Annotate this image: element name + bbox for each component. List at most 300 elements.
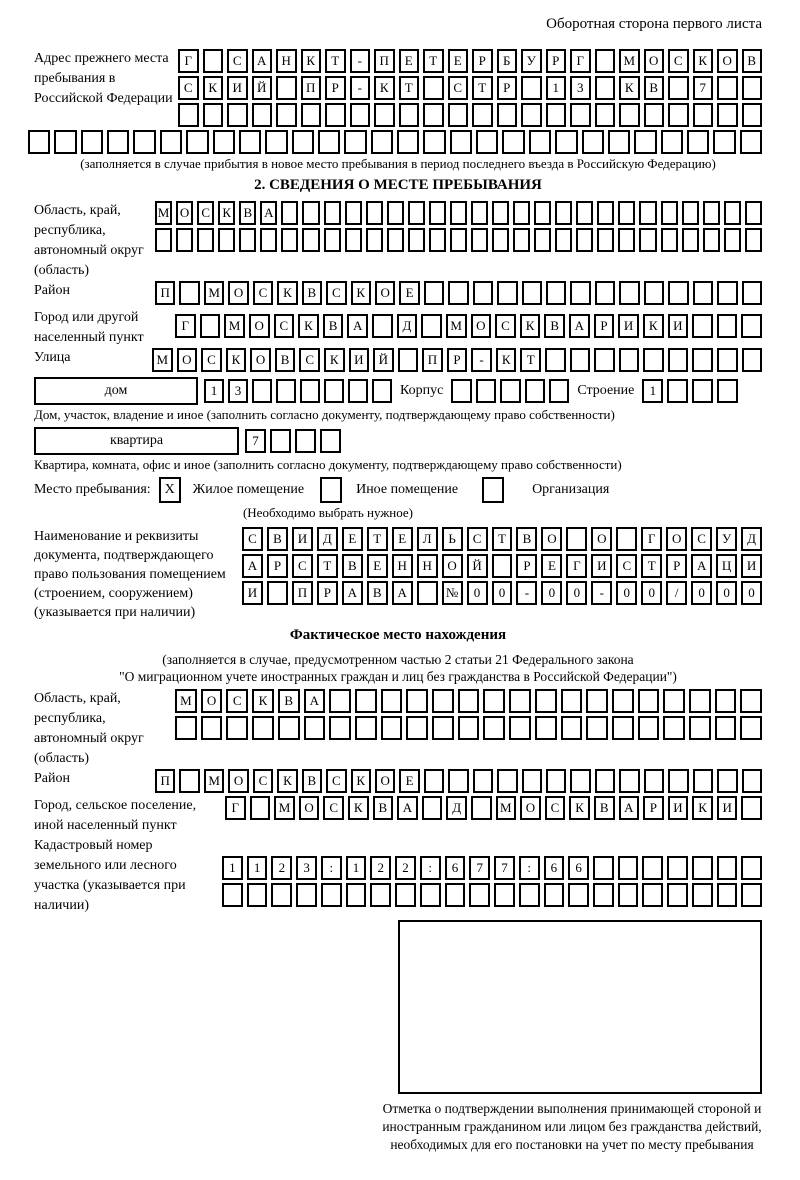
form-cell[interactable] bbox=[668, 281, 688, 305]
form-cell[interactable]: К bbox=[218, 201, 235, 225]
form-cell[interactable] bbox=[661, 130, 683, 154]
form-cell[interactable]: П bbox=[155, 769, 175, 793]
form-cell[interactable]: И bbox=[591, 554, 612, 578]
form-cell[interactable] bbox=[740, 689, 762, 713]
form-cell[interactable] bbox=[239, 130, 261, 154]
form-cell[interactable] bbox=[218, 228, 235, 252]
form-cell[interactable] bbox=[741, 856, 762, 880]
form-cell[interactable]: Т bbox=[423, 49, 444, 73]
form-cell[interactable]: Р bbox=[472, 49, 493, 73]
form-cell[interactable] bbox=[549, 379, 569, 403]
form-cell[interactable]: К bbox=[692, 796, 713, 820]
form-cell[interactable]: А bbox=[691, 554, 712, 578]
form-cell[interactable] bbox=[519, 883, 540, 907]
form-cell[interactable]: О bbox=[228, 769, 248, 793]
form-cell[interactable]: 6 bbox=[568, 856, 589, 880]
form-cell[interactable] bbox=[179, 769, 199, 793]
form-cell[interactable]: А bbox=[392, 581, 413, 605]
form-cell[interactable]: О bbox=[644, 49, 665, 73]
form-cell[interactable] bbox=[276, 76, 297, 100]
form-cell[interactable] bbox=[618, 201, 635, 225]
form-cell[interactable]: С bbox=[467, 527, 488, 551]
form-cell[interactable]: № bbox=[442, 581, 463, 605]
form-cell[interactable]: И bbox=[242, 581, 263, 605]
form-cell[interactable] bbox=[295, 429, 316, 453]
form-cell[interactable]: Т bbox=[641, 554, 662, 578]
form-cell[interactable] bbox=[271, 883, 292, 907]
form-cell[interactable] bbox=[668, 769, 688, 793]
form-cell[interactable]: К bbox=[252, 689, 274, 713]
form-cell[interactable] bbox=[276, 103, 297, 127]
form-cell[interactable]: С bbox=[448, 76, 469, 100]
form-cell[interactable] bbox=[555, 130, 577, 154]
form-cell[interactable]: 0 bbox=[641, 581, 662, 605]
form-cell[interactable] bbox=[663, 689, 685, 713]
form-cell[interactable]: С bbox=[178, 76, 199, 100]
form-cell[interactable] bbox=[366, 201, 383, 225]
form-cell[interactable]: Р bbox=[447, 348, 468, 372]
form-cell[interactable] bbox=[586, 689, 608, 713]
form-cell[interactable]: В bbox=[367, 581, 388, 605]
form-cell[interactable] bbox=[534, 228, 551, 252]
form-cell[interactable] bbox=[534, 201, 551, 225]
form-cell[interactable] bbox=[203, 49, 224, 73]
form-cell[interactable] bbox=[742, 76, 763, 100]
form-cell[interactable] bbox=[593, 856, 614, 880]
form-cell[interactable] bbox=[450, 130, 472, 154]
form-cell[interactable] bbox=[226, 716, 248, 740]
form-cell[interactable] bbox=[692, 883, 713, 907]
form-cell[interactable] bbox=[276, 379, 296, 403]
form-cell[interactable]: А bbox=[347, 314, 368, 338]
form-cell[interactable] bbox=[502, 130, 524, 154]
form-cell[interactable] bbox=[160, 130, 182, 154]
form-cell[interactable]: И bbox=[741, 554, 762, 578]
form-cell[interactable]: Р bbox=[267, 554, 288, 578]
form-cell[interactable] bbox=[715, 716, 737, 740]
form-cell[interactable] bbox=[324, 201, 341, 225]
form-cell[interactable] bbox=[417, 581, 438, 605]
form-cell[interactable] bbox=[252, 103, 273, 127]
form-cell[interactable]: К bbox=[301, 49, 322, 73]
form-cell[interactable]: 7 bbox=[494, 856, 515, 880]
form-cell[interactable]: С bbox=[197, 201, 214, 225]
form-cell[interactable] bbox=[522, 281, 542, 305]
form-cell[interactable]: О bbox=[249, 314, 270, 338]
form-cell[interactable] bbox=[644, 281, 664, 305]
form-cell[interactable]: А bbox=[304, 689, 326, 713]
form-cell[interactable] bbox=[304, 716, 326, 740]
form-cell[interactable]: Е bbox=[541, 554, 562, 578]
form-cell[interactable]: В bbox=[594, 796, 615, 820]
form-cell[interactable] bbox=[473, 769, 493, 793]
form-cell[interactable] bbox=[693, 103, 714, 127]
form-cell[interactable] bbox=[473, 281, 493, 305]
form-cell[interactable]: Ц bbox=[716, 554, 737, 578]
form-cell[interactable] bbox=[668, 76, 689, 100]
form-cell[interactable] bbox=[535, 689, 557, 713]
form-cell[interactable] bbox=[398, 348, 419, 372]
form-cell[interactable] bbox=[370, 883, 391, 907]
form-cell[interactable] bbox=[371, 130, 393, 154]
form-cell[interactable]: 3 bbox=[570, 76, 591, 100]
form-cell[interactable] bbox=[350, 103, 371, 127]
form-cell[interactable] bbox=[740, 716, 762, 740]
form-cell[interactable]: В bbox=[516, 527, 537, 551]
form-cell[interactable]: В bbox=[742, 49, 763, 73]
form-cell[interactable] bbox=[693, 769, 713, 793]
form-cell[interactable]: М bbox=[155, 201, 172, 225]
form-cell[interactable] bbox=[745, 228, 762, 252]
form-cell[interactable] bbox=[387, 201, 404, 225]
form-cell[interactable] bbox=[717, 103, 738, 127]
form-cell[interactable]: М bbox=[152, 348, 173, 372]
form-cell[interactable] bbox=[582, 130, 604, 154]
form-cell[interactable]: 0 bbox=[691, 581, 712, 605]
form-cell[interactable] bbox=[451, 379, 471, 403]
form-cell[interactable] bbox=[423, 103, 444, 127]
form-cell[interactable] bbox=[642, 883, 663, 907]
form-cell[interactable] bbox=[546, 103, 567, 127]
form-cell[interactable]: С bbox=[668, 49, 689, 73]
form-cell[interactable]: В bbox=[644, 76, 665, 100]
form-cell[interactable] bbox=[450, 228, 467, 252]
form-cell[interactable]: 0 bbox=[716, 581, 737, 605]
form-cell[interactable] bbox=[687, 130, 709, 154]
form-cell[interactable] bbox=[492, 228, 509, 252]
form-cell[interactable] bbox=[203, 103, 224, 127]
form-cell[interactable] bbox=[570, 103, 591, 127]
form-cell[interactable] bbox=[570, 348, 591, 372]
form-cell[interactable] bbox=[372, 379, 392, 403]
form-cell[interactable]: Д bbox=[741, 527, 762, 551]
form-cell[interactable] bbox=[741, 796, 762, 820]
form-cell[interactable]: П bbox=[155, 281, 175, 305]
form-cell[interactable] bbox=[422, 796, 443, 820]
form-cell[interactable] bbox=[424, 769, 444, 793]
form-cell[interactable] bbox=[545, 348, 566, 372]
form-cell[interactable] bbox=[597, 228, 614, 252]
form-cell[interactable] bbox=[429, 201, 446, 225]
form-cell[interactable] bbox=[213, 130, 235, 154]
form-cell[interactable]: Г bbox=[566, 554, 587, 578]
form-cell[interactable]: А bbox=[397, 796, 418, 820]
form-cell[interactable] bbox=[555, 201, 572, 225]
form-cell[interactable]: М bbox=[274, 796, 295, 820]
form-cell[interactable] bbox=[619, 769, 639, 793]
form-cell[interactable]: О bbox=[541, 527, 562, 551]
form-cell[interactable] bbox=[535, 716, 557, 740]
form-cell[interactable] bbox=[593, 883, 614, 907]
form-cell[interactable] bbox=[693, 281, 713, 305]
form-cell[interactable]: В bbox=[342, 554, 363, 578]
form-cell[interactable]: В bbox=[302, 281, 322, 305]
form-cell[interactable]: Й bbox=[252, 76, 273, 100]
form-cell[interactable]: К bbox=[324, 348, 345, 372]
form-cell[interactable] bbox=[420, 883, 441, 907]
form-cell[interactable]: В bbox=[275, 348, 296, 372]
form-cell[interactable]: И bbox=[668, 796, 689, 820]
form-cell[interactable]: Г bbox=[175, 314, 196, 338]
form-cell[interactable]: К bbox=[277, 769, 297, 793]
form-cell[interactable]: О bbox=[299, 796, 320, 820]
form-cell[interactable] bbox=[521, 103, 542, 127]
form-cell[interactable] bbox=[265, 130, 287, 154]
form-cell[interactable] bbox=[28, 130, 50, 154]
form-cell[interactable] bbox=[406, 689, 428, 713]
form-cell[interactable] bbox=[469, 883, 490, 907]
form-cell[interactable] bbox=[544, 883, 565, 907]
form-cell[interactable]: У bbox=[716, 527, 737, 551]
form-cell[interactable] bbox=[745, 201, 762, 225]
form-cell[interactable]: 7 bbox=[469, 856, 490, 880]
form-cell[interactable]: Й bbox=[373, 348, 394, 372]
form-cell[interactable] bbox=[494, 883, 515, 907]
form-cell[interactable]: Р bbox=[594, 314, 615, 338]
form-cell[interactable] bbox=[638, 716, 660, 740]
form-cell[interactable] bbox=[345, 201, 362, 225]
form-cell[interactable]: О bbox=[717, 49, 738, 73]
form-cell[interactable]: А bbox=[619, 796, 640, 820]
form-cell[interactable] bbox=[717, 856, 738, 880]
form-cell[interactable] bbox=[301, 103, 322, 127]
form-cell[interactable]: С bbox=[274, 314, 295, 338]
form-cell[interactable] bbox=[561, 716, 583, 740]
form-cell[interactable] bbox=[176, 228, 193, 252]
form-cell[interactable]: : bbox=[321, 856, 342, 880]
form-cell[interactable]: П bbox=[374, 49, 395, 73]
form-cell[interactable]: : bbox=[420, 856, 441, 880]
form-cell[interactable]: Е bbox=[392, 527, 413, 551]
form-cell[interactable] bbox=[476, 130, 498, 154]
form-cell[interactable]: 0 bbox=[492, 581, 513, 605]
form-cell[interactable] bbox=[374, 103, 395, 127]
form-cell[interactable] bbox=[644, 769, 664, 793]
form-cell[interactable] bbox=[200, 314, 221, 338]
form-cell[interactable]: У bbox=[521, 49, 542, 73]
form-cell[interactable]: К bbox=[643, 314, 664, 338]
form-cell[interactable]: М bbox=[496, 796, 517, 820]
form-cell[interactable]: Р bbox=[516, 554, 537, 578]
form-cell[interactable] bbox=[692, 379, 713, 403]
form-cell[interactable]: Т bbox=[325, 49, 346, 73]
form-cell[interactable] bbox=[618, 228, 635, 252]
form-cell[interactable]: О bbox=[520, 796, 541, 820]
form-cell[interactable] bbox=[522, 769, 542, 793]
form-cell[interactable]: 1 bbox=[204, 379, 224, 403]
form-cell[interactable]: О bbox=[250, 348, 271, 372]
form-cell[interactable] bbox=[497, 281, 517, 305]
form-cell[interactable] bbox=[483, 716, 505, 740]
form-cell[interactable] bbox=[638, 689, 660, 713]
form-cell[interactable]: Д bbox=[446, 796, 467, 820]
form-cell[interactable] bbox=[458, 689, 480, 713]
form-cell[interactable] bbox=[692, 314, 713, 338]
form-cell[interactable] bbox=[618, 883, 639, 907]
form-cell[interactable]: С bbox=[545, 796, 566, 820]
form-cell[interactable] bbox=[561, 689, 583, 713]
form-cell[interactable] bbox=[81, 130, 103, 154]
form-cell[interactable] bbox=[717, 76, 738, 100]
form-cell[interactable] bbox=[471, 796, 492, 820]
form-cell[interactable]: 1 bbox=[642, 379, 663, 403]
form-cell[interactable]: Т bbox=[317, 554, 338, 578]
form-cell[interactable] bbox=[423, 130, 445, 154]
form-cell[interactable] bbox=[682, 228, 699, 252]
form-cell[interactable] bbox=[372, 314, 393, 338]
form-cell[interactable] bbox=[509, 716, 531, 740]
form-cell[interactable]: С bbox=[616, 554, 637, 578]
form-cell[interactable] bbox=[513, 201, 530, 225]
form-cell[interactable] bbox=[713, 130, 735, 154]
form-cell[interactable] bbox=[717, 348, 738, 372]
form-cell[interactable] bbox=[355, 689, 377, 713]
form-cell[interactable]: О bbox=[201, 689, 223, 713]
form-cell[interactable]: Е bbox=[342, 527, 363, 551]
form-cell[interactable] bbox=[483, 689, 505, 713]
form-cell[interactable]: С bbox=[292, 554, 313, 578]
form-cell[interactable]: О bbox=[228, 281, 248, 305]
form-cell[interactable]: 7 bbox=[245, 429, 266, 453]
form-cell[interactable] bbox=[568, 883, 589, 907]
form-cell[interactable] bbox=[576, 201, 593, 225]
form-cell[interactable] bbox=[663, 716, 685, 740]
form-cell[interactable]: М bbox=[175, 689, 197, 713]
form-cell[interactable] bbox=[329, 689, 351, 713]
form-cell[interactable]: С bbox=[253, 281, 273, 305]
form-cell[interactable]: 6 bbox=[544, 856, 565, 880]
form-cell[interactable]: Д bbox=[397, 314, 418, 338]
form-cell[interactable] bbox=[458, 716, 480, 740]
form-cell[interactable] bbox=[432, 716, 454, 740]
form-cell[interactable]: С bbox=[495, 314, 516, 338]
form-cell[interactable] bbox=[717, 379, 738, 403]
form-cell[interactable] bbox=[667, 883, 688, 907]
form-cell[interactable]: К bbox=[203, 76, 224, 100]
form-cell[interactable] bbox=[616, 527, 637, 551]
form-cell[interactable] bbox=[346, 883, 367, 907]
form-cell[interactable] bbox=[741, 883, 762, 907]
form-cell[interactable] bbox=[742, 348, 763, 372]
form-cell[interactable]: С bbox=[227, 49, 248, 73]
form-cell[interactable] bbox=[324, 228, 341, 252]
form-cell[interactable] bbox=[586, 716, 608, 740]
checkbox-inoe-pomeshchenie[interactable] bbox=[320, 477, 342, 503]
form-cell[interactable] bbox=[445, 883, 466, 907]
form-cell[interactable] bbox=[595, 49, 616, 73]
form-cell[interactable]: - bbox=[591, 581, 612, 605]
form-cell[interactable]: С bbox=[299, 348, 320, 372]
form-cell[interactable] bbox=[742, 769, 762, 793]
form-cell[interactable] bbox=[521, 76, 542, 100]
form-cell[interactable]: М bbox=[224, 314, 245, 338]
form-cell[interactable]: Е bbox=[399, 769, 419, 793]
form-cell[interactable]: В bbox=[302, 769, 322, 793]
form-cell[interactable]: 0 bbox=[467, 581, 488, 605]
form-cell[interactable] bbox=[619, 281, 639, 305]
form-cell[interactable]: П bbox=[422, 348, 443, 372]
form-cell[interactable] bbox=[497, 103, 518, 127]
form-cell[interactable] bbox=[345, 228, 362, 252]
form-cell[interactable]: А bbox=[569, 314, 590, 338]
form-cell[interactable] bbox=[717, 314, 738, 338]
form-cell[interactable]: 0 bbox=[541, 581, 562, 605]
form-cell[interactable] bbox=[270, 429, 291, 453]
form-cell[interactable]: К bbox=[520, 314, 541, 338]
form-cell[interactable]: К bbox=[277, 281, 297, 305]
form-cell[interactable] bbox=[661, 228, 678, 252]
form-cell[interactable] bbox=[406, 716, 428, 740]
form-cell[interactable] bbox=[107, 130, 129, 154]
form-cell[interactable] bbox=[178, 103, 199, 127]
form-cell[interactable] bbox=[247, 883, 268, 907]
form-cell[interactable]: Й bbox=[467, 554, 488, 578]
form-cell[interactable] bbox=[555, 228, 572, 252]
form-cell[interactable] bbox=[608, 130, 630, 154]
form-cell[interactable]: Г bbox=[225, 796, 246, 820]
form-cell[interactable] bbox=[546, 769, 566, 793]
form-cell[interactable]: 1 bbox=[546, 76, 567, 100]
form-cell[interactable] bbox=[421, 314, 442, 338]
form-cell[interactable]: Н bbox=[276, 49, 297, 73]
form-cell[interactable]: 7 bbox=[693, 76, 714, 100]
form-cell[interactable]: Д bbox=[317, 527, 338, 551]
form-cell[interactable] bbox=[471, 228, 488, 252]
form-cell[interactable]: О bbox=[666, 527, 687, 551]
form-cell[interactable]: В bbox=[323, 314, 344, 338]
form-cell[interactable]: Г bbox=[570, 49, 591, 73]
form-cell[interactable]: - bbox=[471, 348, 492, 372]
form-cell[interactable]: Е bbox=[399, 281, 419, 305]
form-cell[interactable] bbox=[448, 769, 468, 793]
form-cell[interactable] bbox=[643, 348, 664, 372]
form-cell[interactable]: И bbox=[292, 527, 313, 551]
form-cell[interactable] bbox=[197, 228, 214, 252]
form-cell[interactable]: Б bbox=[497, 49, 518, 73]
checkbox-organizatsiya[interactable] bbox=[482, 477, 504, 503]
form-cell[interactable]: 1 bbox=[346, 856, 367, 880]
form-cell[interactable]: К bbox=[226, 348, 247, 372]
form-cell[interactable]: 3 bbox=[228, 379, 248, 403]
form-cell[interactable] bbox=[448, 281, 468, 305]
form-cell[interactable]: Т bbox=[399, 76, 420, 100]
form-cell[interactable]: О bbox=[471, 314, 492, 338]
form-cell[interactable] bbox=[529, 130, 551, 154]
form-cell[interactable] bbox=[186, 130, 208, 154]
form-cell[interactable] bbox=[566, 527, 587, 551]
form-cell[interactable] bbox=[302, 201, 319, 225]
form-cell[interactable] bbox=[179, 281, 199, 305]
form-cell[interactable] bbox=[513, 228, 530, 252]
form-cell[interactable] bbox=[260, 228, 277, 252]
form-cell[interactable] bbox=[329, 716, 351, 740]
form-cell[interactable] bbox=[703, 228, 720, 252]
form-cell[interactable]: К bbox=[374, 76, 395, 100]
form-cell[interactable]: О bbox=[375, 281, 395, 305]
form-cell[interactable]: Р bbox=[666, 554, 687, 578]
form-cell[interactable]: Т bbox=[472, 76, 493, 100]
form-cell[interactable] bbox=[300, 379, 320, 403]
form-cell[interactable]: 0 bbox=[616, 581, 637, 605]
form-cell[interactable]: П bbox=[292, 581, 313, 605]
form-cell[interactable] bbox=[302, 228, 319, 252]
form-cell[interactable] bbox=[292, 130, 314, 154]
form-cell[interactable] bbox=[509, 689, 531, 713]
form-cell[interactable] bbox=[252, 716, 274, 740]
form-cell[interactable] bbox=[408, 228, 425, 252]
form-cell[interactable] bbox=[324, 379, 344, 403]
form-cell[interactable]: М bbox=[619, 49, 640, 73]
